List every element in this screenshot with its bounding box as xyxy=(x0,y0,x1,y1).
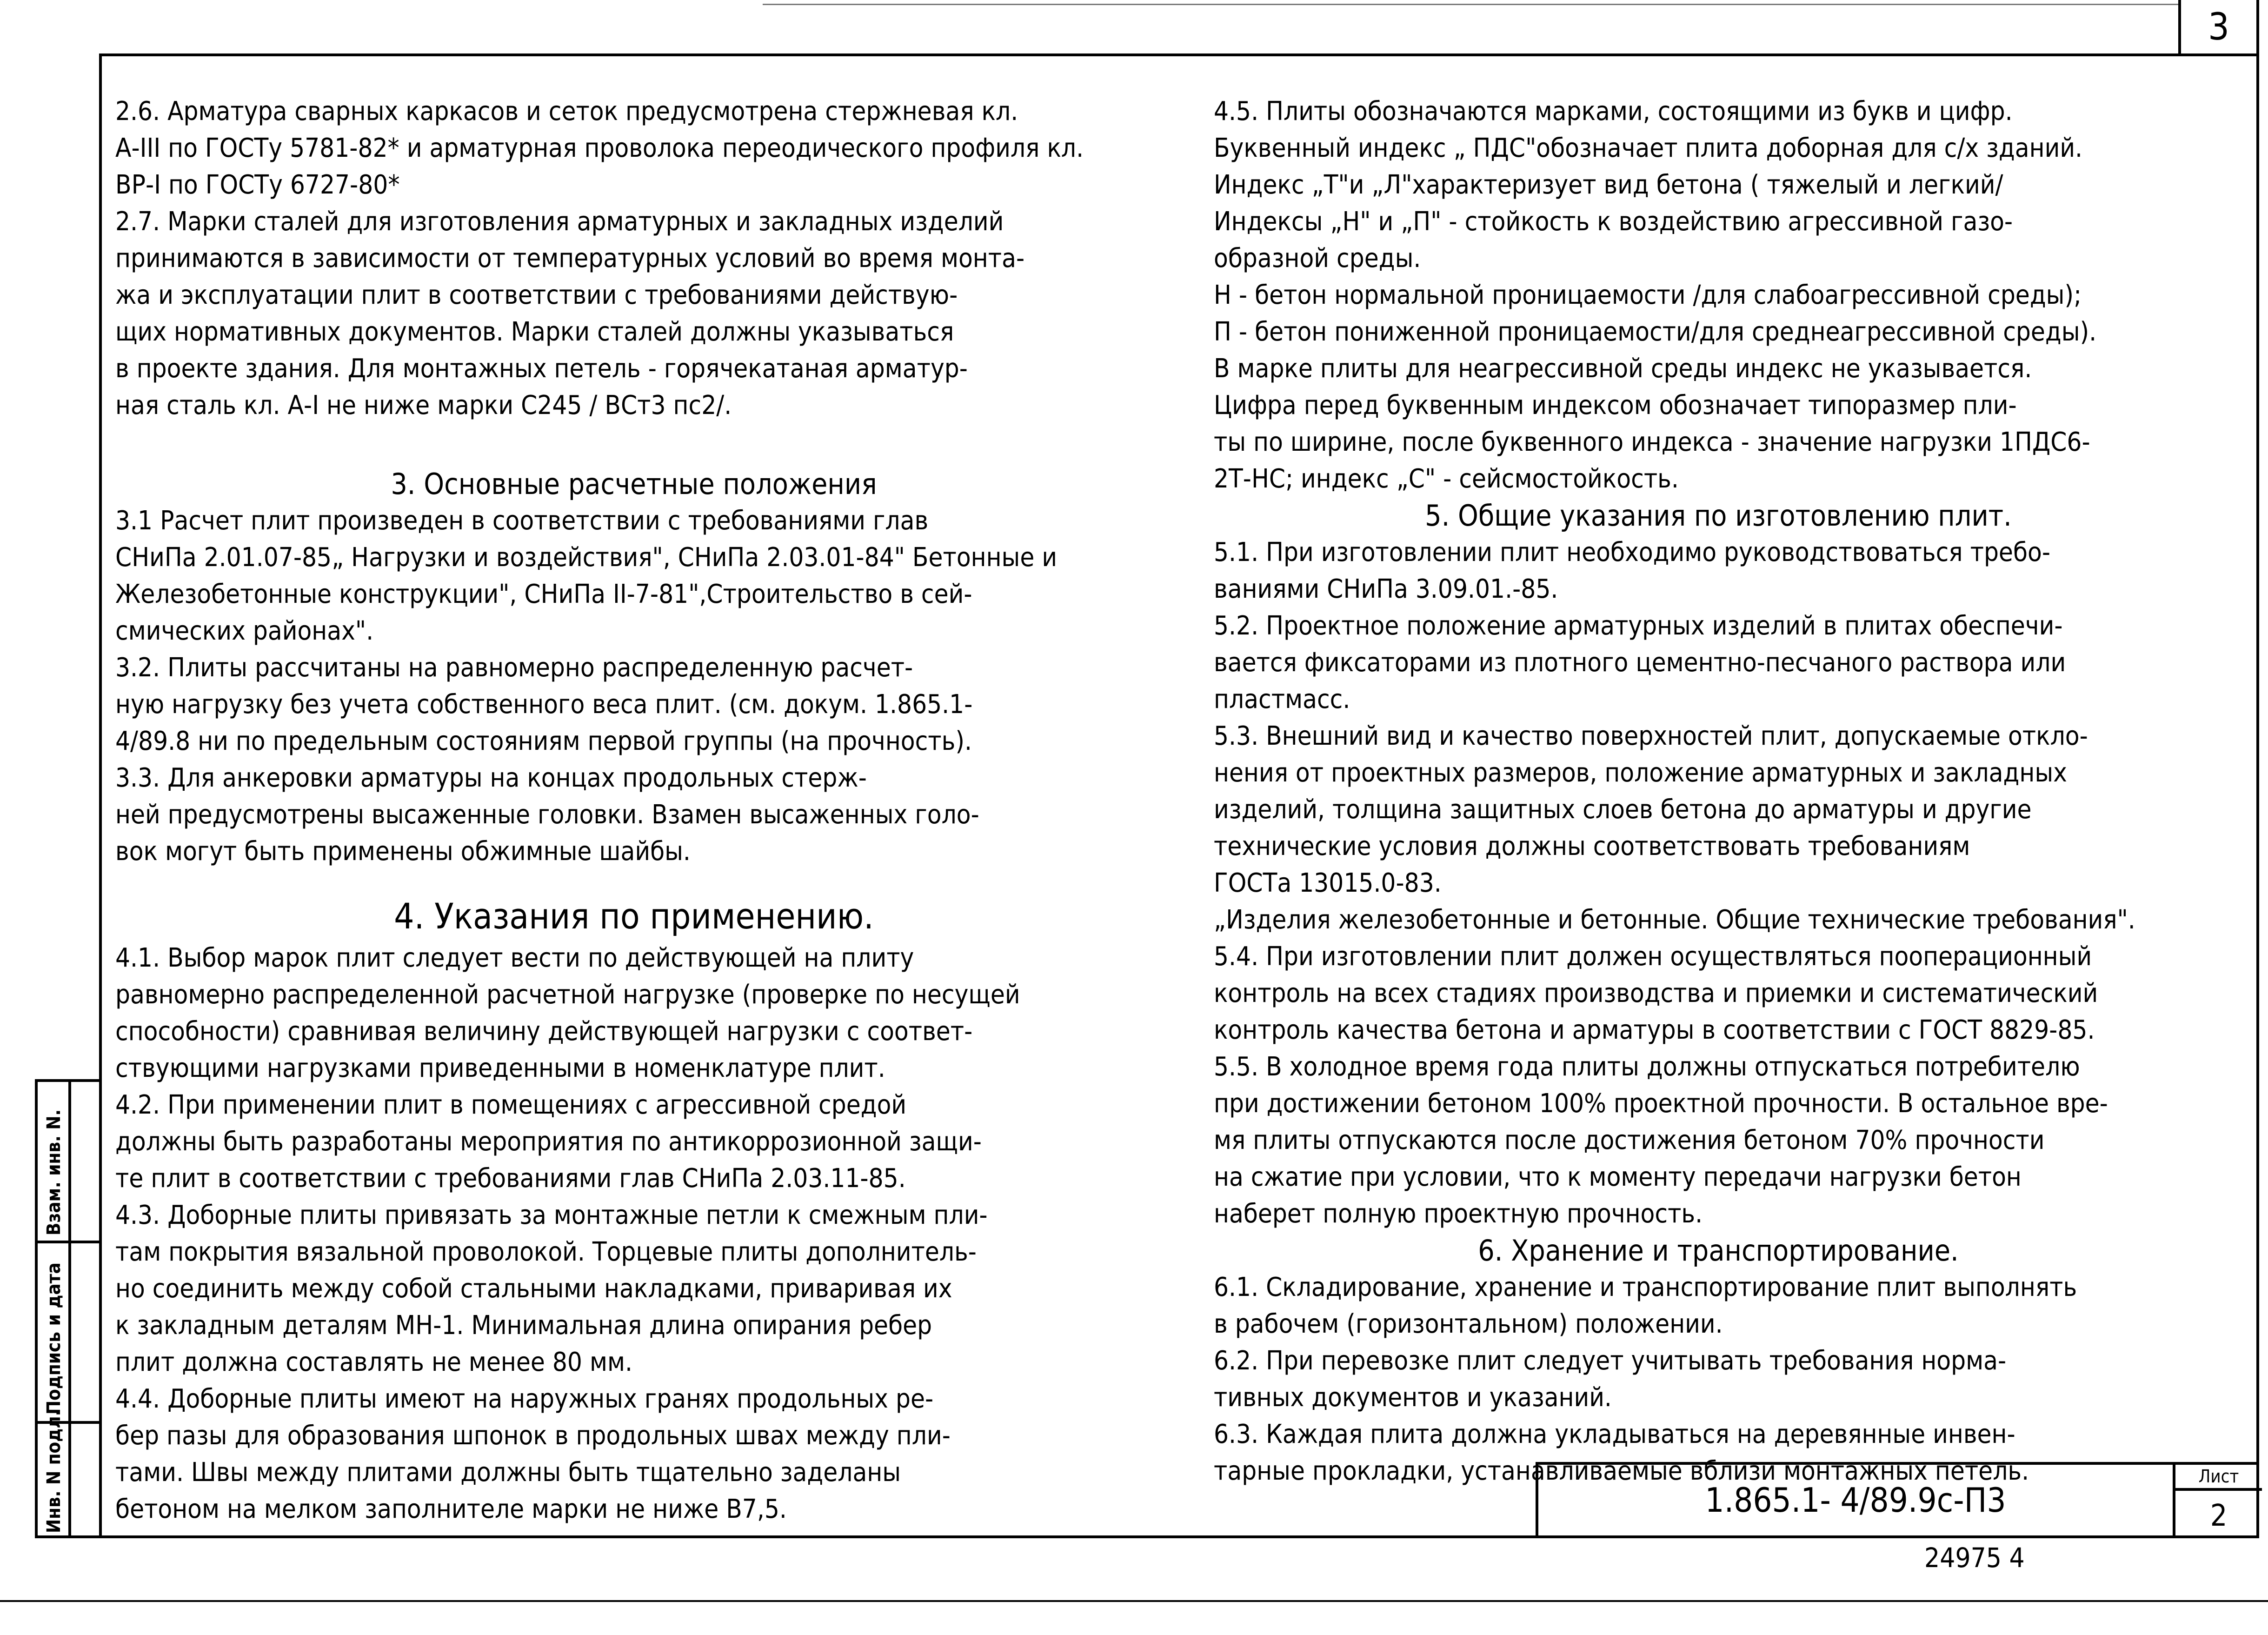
document-code: 1.865.1- 4/89.9с-П3 xyxy=(1538,1465,2175,1535)
section-3-body: 3.1 Расчет плит произведен в соответствии с требованиями глав СНиПа 2.01.07-85„ Нагрузки и воздействия", СНиПа 2.03.01-84" Бетонные и Железобетонные конструкции", СНиПа II-7-81",Строительство в сей- смических районах". 3.2. Плиты рассчитаны на равномерно распределенную расчет- ную нагрузку без учета собственного веса плит. (см. докум. 1.865.1- 4/89.8 ни по предельным состояниям первой группы (на прочность). 3.3. Для анкеровки арматуры на концах продольных стерж- ней предусмотрены высаженные головки. Взамен высаженных голо- вок могут быть применены обжимные шайбы. xyxy=(115,506,1058,867)
bottom-border-line xyxy=(0,1600,2268,1602)
section-4-heading: 4. Указания по применению. xyxy=(394,895,874,937)
section-6-heading: 6. Хранение и транспортирование. xyxy=(1478,1234,1959,1268)
paragraph-4-5: 4.5. Плиты обозначаются марками, состоящими из букв и цифр. Буквенный индекс „ ПДС"обозначает плита доборная для с/х зданий. Индекс „Т"и „Л"характеризует вид бетона ( тяжелый и легкий/ Индексы „Н" и „П" - стойкость к воздействию агрессивной газо- образной среды. Н - бетон нормальной проницаемости /для слабоагрессивной среды); П - бетон пониженной проницаемости/для среднеагрессивной среды). В марке плиты для неагрессивной среды индекс не указывается. Цифра перед буквенным индексом обозначает типоразмер пли- ты по ширине, после буквенного индекса - значение нагрузки 1ПДС6- 2Т-НС; индекс „С" - сейсмостойкость. xyxy=(1214,96,2097,494)
replace-inv-label: Взам. инв. N. xyxy=(43,1109,65,1235)
top-sheet-number: 3 xyxy=(2178,0,2259,56)
inv-number-label: Инв. N подл. xyxy=(43,1409,65,1533)
paragraph-2-7: 2.7. Марки сталей для изготовления арматурных и закладных изделий принимаются в зависимости от температурных условий во время монта- жа и эксплуатации плит в соответствии с требованиями действую- щих нормативных документов. Марки сталей должны указываться в проекте здания. Для монтажных петель - горячекатаная арматур- ная сталь кл. А-I не ниже марки С245 / ВСт3 пс2/. xyxy=(115,207,1025,420)
sheet-label: Лист xyxy=(2175,1465,2262,1491)
section-5-body: 5.1. При изготовлении плит необходимо руководствоваться требо- ваниями СНиПа 3.09.01.-85. 5.2. Проектное положение арматурных изделий в плитах обеспечи- вается фиксаторами из плотного цементно-песчаного раствора или пластмасс. 5.3. Внешний вид и качество поверхностей плит, допускаемые откло- нения от проектных размеров, положение арматурных и закладных изделий, толщина защитных слоев бетона до арматуры и другие технические условия должны соответствовать требованиям ГОСТа 13015.0-83. „Изделия железобетонные и бетонные. Общие технические требования". 5.4. При изготовлении плит должен осуществляться пооперационный контроль на всех стадиях производства и приемки и систематический контроль качества бетона и арматуры в соответствии с ГОСТ 8829-85. 5.5. В холодное время года плиты должны отпускаться потребителю при достижении бетоном 100% проектной прочности. В остальное вре- мя плиты отпускаются после достижения бетоном 70% прочности на сжатие при условии, что к моменту передачи нагрузки бетон наберет полную проектную прочность. xyxy=(1214,537,2135,1229)
left-text-column xyxy=(115,93,1152,1528)
section-6-body: 6.1. Складирование, хранение и транспортирование плит выполнять в рабочем (горизонтальном) положении. 6.2. При перевозке плит следует учитывать требования норма- тивных документов и указаний. 6.3. Каждая плита должна укладываться на деревянные инвен- тарные прокладки, устанавливаемые вблизи монтажных петель. xyxy=(1214,1272,2077,1486)
inventory-number: 24975 4 xyxy=(1924,1542,2025,1574)
side-strip-values-column xyxy=(68,1082,99,1535)
title-stamp xyxy=(1536,1462,2259,1538)
side-title-strip xyxy=(35,1079,102,1538)
paragraph-2-6: 2.6. Арматура сварных каркасов и сеток предусмотрена стержневая кл. А-III по ГОСТу 5781-82* и арматурная проволока переодического профиля кл. ВР-I по ГОСТу 6727-80* xyxy=(115,96,1084,200)
signature-date-label: Подпись и дата xyxy=(43,1262,65,1415)
sheet-number: 2 xyxy=(2210,1499,2228,1533)
section-3-heading: 3. Основные расчетные положения xyxy=(391,467,877,501)
right-text-column xyxy=(1214,93,2223,1489)
top-border-line xyxy=(763,4,2178,5)
section-5-heading: 5. Общие указания по изготовлению плит. xyxy=(1425,499,2012,533)
section-4-body: 4.1. Выбор марок плит следует вести по действующей на плиту равномерно распределенной расчетной нагрузке (проверке по несущей способности) сравнивая величину действующей нагрузки с соответ- ствующими нагрузками приведенными в номенклатуре плит. 4.2. При применении плит в помещениях с агрессивной средой должны быть разработаны мероприятия по антикоррозионной защи- те плит в соответствии с требованиями глав СНиПа 2.03.11-85. 4.3. Доборные плиты привязать за монтажные петли к смежным пли- там покрытия вязальной проволокой. Торцевые плиты дополнитель- но соединить между собой стальными накладками, приваривая их к закладным деталям МН-1. Минимальная длина опирания ребер плит должна составлять не менее 80 мм. 4.4. Доборные плиты имеют на наружных гранях продольных ре- бер пазы для образования шпонок в продольных швах между пли- тами. Швы между плитами должны быть тщательно заделаны бетоном на мелком заполнителе марки не ниже В7,5. xyxy=(115,943,1020,1524)
